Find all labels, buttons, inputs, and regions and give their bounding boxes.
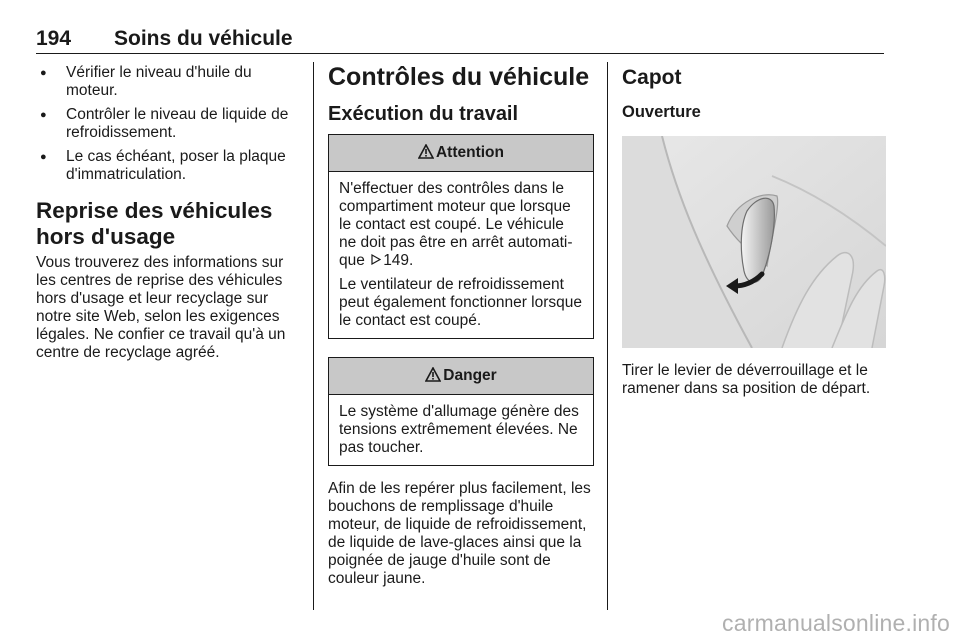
list-item: ● Contrôler le niveau de liquide de refroidissement.	[36, 106, 298, 142]
attention-text: N'effectuer des contrôles dans le compartiment moteur que lorsque le contact est coupé. Le véhicule ne doit pas être en arrêt automatique	[339, 180, 573, 269]
column-left	[36, 64, 298, 362]
page-number: 194	[36, 27, 72, 50]
section-title: Soins du véhicule	[114, 27, 293, 50]
warning-triangle-icon	[418, 144, 434, 163]
column-middle	[328, 62, 594, 588]
page-reference: 149.	[383, 252, 414, 269]
attention-title: Attention	[435, 144, 504, 161]
checklist	[36, 64, 298, 184]
watermark: carmanualsonline.info	[722, 610, 950, 636]
warning-triangle-icon	[425, 367, 441, 386]
attention-text-2: Le ventilateur de refroidissement peut également fonctionner lorsque le contact est coupé.	[339, 276, 582, 329]
subheading-opening: Ouverture	[622, 103, 701, 121]
color-paragraph: Afin de les repérer plus facilement, les bouchons de remplissage d'huile moteur, de liquide de refroidissement, de liquide de lave-glaces ainsi que la poignée de jauge d'huile sont de couleur jaune.	[328, 480, 591, 587]
page-reference-icon	[371, 252, 381, 270]
danger-title: Danger	[443, 367, 497, 384]
subheading-work: Exécution du travail	[328, 103, 519, 125]
danger-box-header	[329, 358, 593, 395]
recycling-paragraph: Vous trouverez des informations sur les centres de reprise des véhicules hors d'usage et leur recyclage sur notre site Web, selon les exigences légales. Ne confier ce travail qu'à un centre de recyclage agréé.	[36, 254, 286, 361]
column-divider	[607, 62, 608, 610]
danger-box-body	[329, 395, 593, 465]
page-header	[36, 27, 884, 54]
section-heading-checks: Contrôles du véhicule	[328, 63, 590, 91]
danger-box	[328, 357, 594, 466]
list-item: ● Vérifier le niveau d'huile du moteur.	[36, 64, 298, 100]
column-divider	[313, 62, 314, 610]
hood-paragraph: Tirer le levier de déverrouillage et le ramener dans sa position de départ.	[622, 362, 871, 397]
attention-box-body	[329, 172, 593, 338]
hood-release-lever-icon	[622, 136, 886, 348]
column-right	[622, 66, 886, 398]
danger-text: Le système d'allumage génère des tensions extrêmement élevées. Ne pas toucher.	[339, 403, 579, 456]
list-item: ● Le cas échéant, poser la plaque d'immatriculation.	[36, 148, 298, 184]
attention-box	[328, 134, 594, 339]
section-heading-recycling: Reprise des véhicules hors d'usage	[36, 198, 273, 249]
attention-box-header	[329, 135, 593, 172]
section-heading-hood: Capot	[622, 66, 682, 89]
